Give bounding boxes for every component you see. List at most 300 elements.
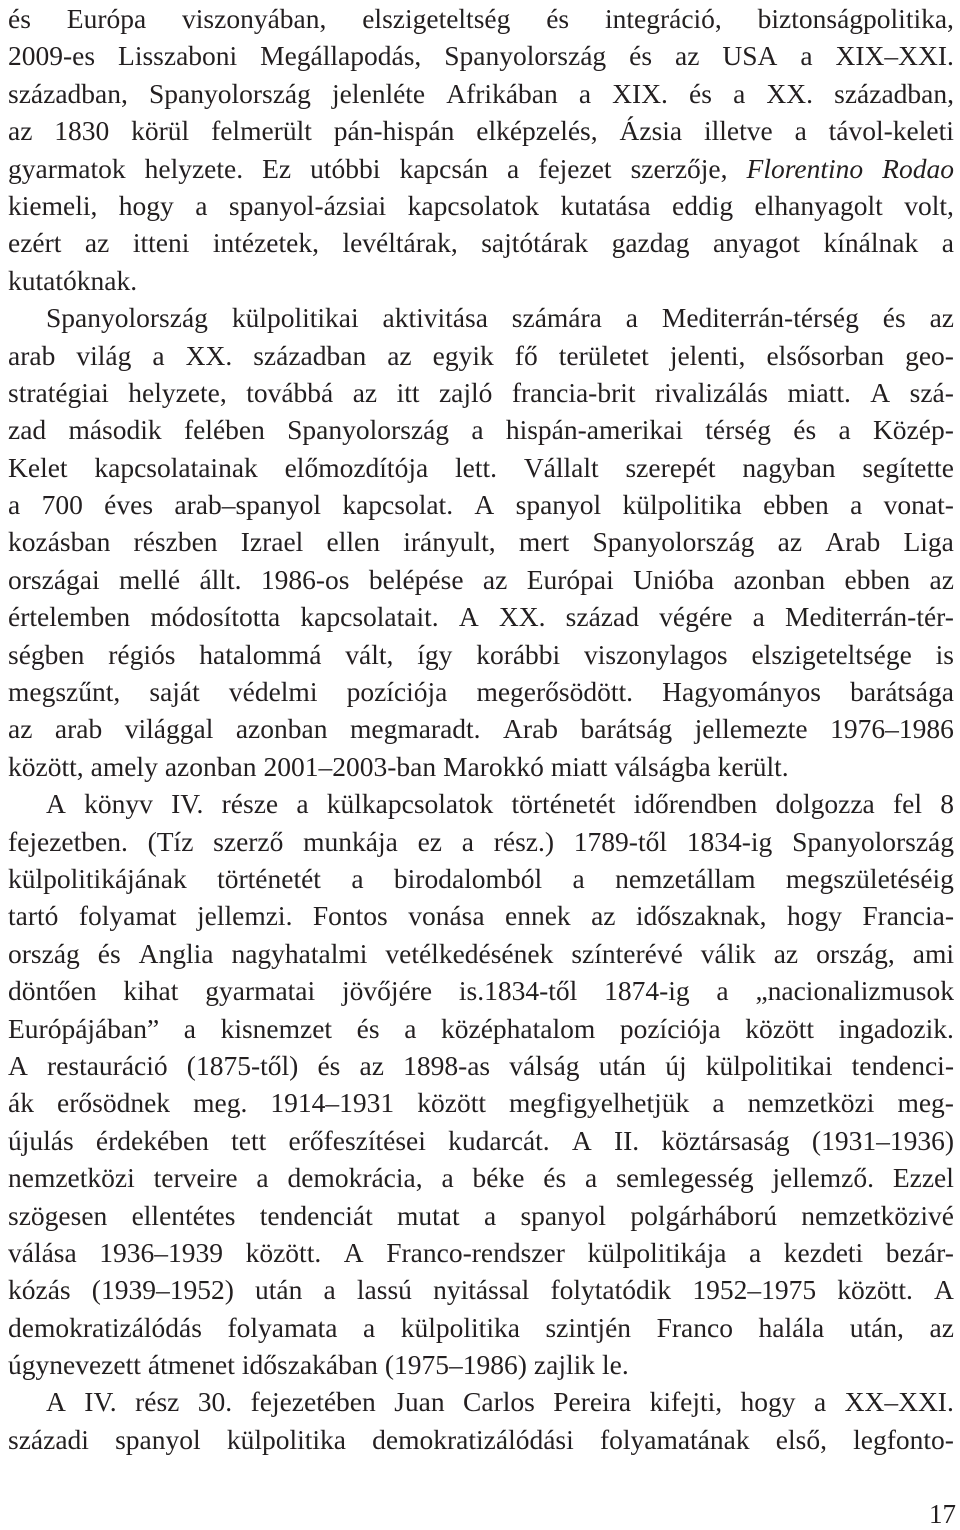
word: a <box>8 489 21 521</box>
word: köztársaság <box>661 1124 790 1156</box>
word: és <box>546 3 570 34</box>
word: Spanyolország <box>46 302 208 334</box>
word: a <box>351 862 364 894</box>
word: századi <box>8 1423 89 1455</box>
word: 30. <box>197 1386 233 1418</box>
word: az <box>359 1049 384 1081</box>
word: Florentino <box>746 152 864 184</box>
text-line <box>8 1047 954 1084</box>
word: pozíciója <box>619 1012 721 1044</box>
word: Európa <box>66 3 147 34</box>
word: jellemző. <box>772 1162 874 1194</box>
word: Juan <box>394 1386 445 1418</box>
word: külpolitika <box>226 1423 346 1455</box>
word: zad <box>8 414 47 446</box>
word: Izrael <box>240 526 304 558</box>
word: országai <box>8 563 100 595</box>
text-line <box>8 1122 954 1159</box>
word: arab <box>8 339 56 371</box>
text-line <box>8 150 954 187</box>
word: azonban <box>235 713 328 745</box>
word: külpolitikai <box>705 1049 833 1081</box>
word: érdekében <box>95 1124 209 1156</box>
word: térség <box>705 414 771 446</box>
word: anyagot <box>712 227 801 259</box>
word: Ázsia <box>619 115 683 147</box>
word: levéltárak, <box>342 227 458 259</box>
word: itt <box>396 376 420 408</box>
word: demokratizálódás <box>8 1311 202 1343</box>
word: Spanyolország <box>792 825 954 857</box>
word: válság <box>509 1049 580 1081</box>
word: a <box>578 77 592 109</box>
word: jelenléte <box>332 77 426 109</box>
word: 1952–1975 <box>692 1274 817 1306</box>
word: spanyol-ázsiai <box>228 189 387 221</box>
word: Francia- <box>862 900 954 932</box>
word: fő <box>514 339 538 371</box>
word: a <box>800 40 813 72</box>
word: barátság <box>580 713 673 745</box>
word: elszigeteltsége <box>751 638 912 670</box>
word: hogy <box>740 1386 796 1418</box>
text-line <box>8 411 954 448</box>
word: 1936–1939 <box>99 1236 224 1268</box>
word: vonása <box>408 900 485 932</box>
word: fejezetében <box>250 1386 376 1418</box>
word: Spanyolország <box>592 526 755 558</box>
word: bezár- <box>885 1236 954 1268</box>
word: 1830 <box>54 115 110 147</box>
word: külpolitikája <box>587 1236 727 1268</box>
word: ingadozik. <box>838 1012 954 1044</box>
word: 1986-os <box>260 563 350 595</box>
word: folyamat <box>78 900 177 932</box>
word: az <box>387 339 412 371</box>
word: ségben <box>8 638 85 670</box>
word: hogy <box>786 900 842 932</box>
text-line <box>8 935 954 972</box>
text-line <box>8 1159 954 1196</box>
text-line <box>8 112 954 149</box>
word: pán-hispán <box>333 115 455 147</box>
text-line <box>8 224 954 261</box>
text-line <box>8 1346 954 1383</box>
word: Anglia <box>138 937 214 969</box>
word: Európai <box>526 563 614 595</box>
word: Liga <box>903 526 954 558</box>
word: körül <box>131 115 190 147</box>
word: zajló <box>438 376 493 408</box>
word: megszületéséig <box>785 862 954 894</box>
word: kisnemzet <box>220 1012 333 1044</box>
word: a <box>712 1087 725 1119</box>
word: az <box>674 40 700 72</box>
word: meg. <box>193 1087 248 1119</box>
word: Carlos <box>463 1386 535 1418</box>
word: Megállapodás, <box>260 40 422 72</box>
word: integráció, <box>604 3 722 34</box>
word: Pereira <box>553 1386 632 1418</box>
word: XIX–XXI. <box>835 40 954 72</box>
word: kiemeli, <box>8 189 98 221</box>
word: zajlik <box>533 1349 595 1381</box>
word: Rodao <box>882 152 954 184</box>
word: válása <box>8 1236 77 1268</box>
word: század <box>565 601 639 633</box>
word: éves <box>104 489 154 521</box>
word: az <box>8 115 33 147</box>
word: mert <box>518 526 570 558</box>
word: középhatalom <box>441 1012 596 1044</box>
word: a <box>625 302 638 334</box>
word: rész.) <box>493 825 555 857</box>
word: Hagyományos <box>662 676 821 708</box>
text-line <box>8 785 954 822</box>
word: történetét <box>217 862 321 894</box>
word: folyamatának <box>599 1423 750 1455</box>
word: között. <box>245 1236 322 1268</box>
text-line <box>8 1234 954 1271</box>
word: XIX. <box>612 77 668 109</box>
word: világ <box>76 339 132 371</box>
word: a <box>483 1199 497 1231</box>
word: időszaknak, <box>635 900 767 932</box>
word: elképzelés, <box>476 115 598 147</box>
word: között <box>745 1012 814 1044</box>
text-line <box>8 860 954 897</box>
word: segítette <box>862 451 954 483</box>
word: 2009-es <box>8 40 96 72</box>
text-line <box>8 37 954 74</box>
word: IV. <box>84 1386 117 1418</box>
word: arab <box>54 713 103 745</box>
word: A <box>343 1236 364 1268</box>
word: értelemben <box>8 601 131 633</box>
word: arab–spanyol <box>174 489 321 521</box>
word: területet <box>558 339 649 371</box>
word: itteni <box>132 227 190 259</box>
word: az <box>591 900 616 932</box>
word: 1914–1931 <box>270 1087 395 1119</box>
word: a <box>733 77 746 109</box>
word: Európájában” <box>8 1012 160 1044</box>
word: A <box>934 1274 954 1306</box>
word: után <box>255 1274 303 1306</box>
word: távol-keleti <box>828 115 954 147</box>
word: USA <box>722 40 778 72</box>
word: került. <box>717 750 789 782</box>
word: az <box>352 376 378 408</box>
word: halála <box>758 1311 825 1343</box>
word: a <box>195 189 208 221</box>
word: 2001–2003-ban <box>263 750 437 782</box>
word: vetélkedésének <box>385 937 554 969</box>
word: kózás <box>8 1274 71 1306</box>
word: nyitással <box>433 1274 530 1306</box>
word: fejezetben. <box>8 825 128 857</box>
word: nemzetállam <box>615 862 756 894</box>
word: az <box>773 937 799 969</box>
word: a <box>441 1162 454 1194</box>
word: hatalommá <box>199 638 322 670</box>
word: így <box>417 638 453 670</box>
word: elhanyagolt <box>754 189 883 221</box>
word: században <box>253 339 367 371</box>
word: 1898-as <box>403 1049 491 1081</box>
word: (1975–1986) <box>384 1349 527 1381</box>
word: a <box>256 1162 269 1194</box>
word: században, <box>834 77 954 109</box>
text-line <box>8 187 954 224</box>
word: úgynevezett <box>8 1349 141 1381</box>
word: a <box>296 788 309 820</box>
text-line <box>8 262 954 299</box>
word: felében <box>183 414 265 446</box>
word: időrendben <box>633 788 758 820</box>
word: állt. <box>199 563 242 595</box>
word: A <box>571 1124 592 1156</box>
word: hispán-amerikai <box>505 414 683 446</box>
word: elszigeteltség <box>362 3 511 34</box>
word: a <box>585 1162 598 1194</box>
word: lett. <box>454 451 497 483</box>
word: az <box>929 302 954 334</box>
word: a <box>850 489 863 521</box>
word: fejezet <box>538 152 612 184</box>
word: században, <box>8 77 128 109</box>
text-line <box>8 486 954 523</box>
page-body-text <box>8 0 954 1458</box>
word: a <box>813 1386 827 1418</box>
word: helyzete, <box>128 376 227 408</box>
word: kutatása <box>560 189 651 221</box>
word: kozásban <box>8 526 111 558</box>
word: és <box>882 302 906 334</box>
word: fel <box>892 788 922 820</box>
word: a <box>507 152 520 184</box>
word: a <box>152 339 165 371</box>
word: válságba <box>614 750 711 782</box>
word: Ez <box>262 152 292 184</box>
word: spanyol <box>115 1423 201 1455</box>
word: tendenciát <box>259 1199 373 1231</box>
word: az <box>482 563 508 595</box>
word: belépése <box>368 563 464 595</box>
word: korábbi <box>476 638 561 670</box>
word: is <box>935 638 954 670</box>
text-line <box>8 1084 954 1121</box>
word: szögesen <box>8 1199 108 1231</box>
text-line <box>8 897 954 934</box>
word: ország, <box>816 937 895 969</box>
text-line <box>8 636 954 673</box>
word: előmozdítója <box>284 451 429 483</box>
word: illetve <box>703 115 773 147</box>
text-line <box>8 0 954 37</box>
word: a <box>716 975 729 1007</box>
word: XX. <box>766 77 814 109</box>
word: Mediterrán-térség <box>661 302 859 334</box>
word: elsősorban <box>766 339 885 371</box>
word: A <box>458 601 479 633</box>
word: eddig <box>671 189 734 221</box>
word: szá- <box>909 376 954 408</box>
word: és <box>793 414 817 446</box>
word: megszűnt, <box>8 676 121 708</box>
word: (1939–1952) <box>91 1274 234 1306</box>
word: vált, <box>345 638 394 670</box>
word: megfigyelhetjük <box>509 1087 690 1119</box>
word: Ezzel <box>892 1162 954 1194</box>
page-number: 17 <box>929 1499 956 1529</box>
text-line <box>8 1383 954 1420</box>
word: végére <box>659 601 733 633</box>
word: Mediterrán-tér- <box>785 601 954 633</box>
word: a <box>404 1012 417 1044</box>
word: 1976–1986 <box>830 713 954 745</box>
word: kudarcát. <box>448 1124 550 1156</box>
word: Lisszaboni <box>118 40 238 72</box>
word: geo- <box>905 339 954 371</box>
word: erőfeszítései <box>288 1124 426 1156</box>
word: IV. <box>171 788 204 820</box>
word: döntően <box>8 975 97 1007</box>
word: történetét <box>511 788 616 820</box>
word: a <box>752 601 765 633</box>
text-line <box>8 1309 954 1346</box>
text-line <box>8 1197 954 1234</box>
word: Franco <box>656 1311 733 1343</box>
word: A <box>474 489 495 521</box>
text-line <box>8 1421 954 1458</box>
word: továbbá <box>246 376 334 408</box>
word: folytatódik <box>550 1274 672 1306</box>
word: „nacionalizmusok <box>755 975 954 1007</box>
word: kapcsán <box>399 152 489 184</box>
word: irányult, <box>403 526 496 558</box>
word: Vállalt <box>523 451 599 483</box>
word: intézetek, <box>212 227 319 259</box>
word: felmerült <box>211 115 312 147</box>
word: után, <box>849 1311 904 1343</box>
word: helyzete. <box>144 152 244 184</box>
word: XX–XXI. <box>844 1386 954 1418</box>
word: erősödnek <box>57 1087 171 1119</box>
word: válik <box>700 937 756 969</box>
word: külpolitikájának <box>8 862 187 894</box>
word: nagyhatalmi <box>231 937 368 969</box>
word: (Tíz <box>147 825 194 857</box>
word: színterévé <box>571 937 683 969</box>
word: Franco-rendszer <box>386 1236 565 1268</box>
word: tett <box>231 1124 267 1156</box>
word: Spanyolország <box>444 40 607 72</box>
word: védelmi <box>228 676 318 708</box>
word: második <box>68 414 162 446</box>
word: stratégiai <box>8 376 109 408</box>
word: Arab <box>825 526 881 558</box>
word: ebben <box>763 489 829 521</box>
word: francia-brit <box>511 376 636 408</box>
word: gyarmatok <box>8 152 126 184</box>
text-line <box>8 449 954 486</box>
word: nemzetközi <box>747 1087 875 1119</box>
word: volt, <box>904 189 954 221</box>
word: ellen <box>326 526 380 558</box>
word: kutatóknak. <box>8 264 138 296</box>
word: kínálnak <box>823 227 919 259</box>
word: kifejti, <box>649 1386 723 1418</box>
word: a <box>572 862 585 894</box>
word: 8 <box>940 788 954 820</box>
word: munkája <box>303 825 398 857</box>
word: a <box>794 115 807 147</box>
word: szerepét <box>625 451 716 483</box>
word: (1931–1936) <box>811 1124 954 1156</box>
word: a <box>838 414 851 446</box>
text-line <box>8 374 954 411</box>
word: Afrikában <box>446 77 558 109</box>
word: demokratizálódási <box>372 1423 574 1455</box>
word: A <box>870 376 891 408</box>
word: biztonságpolitika, <box>757 3 954 34</box>
word: nemzetközi <box>8 1162 135 1194</box>
word: béke <box>472 1162 525 1194</box>
word: rész <box>135 1386 180 1418</box>
word: folyamata <box>227 1311 338 1343</box>
word: A <box>46 1386 66 1418</box>
word: a <box>461 825 474 857</box>
word: jelenti, <box>669 339 746 371</box>
word: megmaradt. <box>349 713 481 745</box>
word: XX. <box>498 601 546 633</box>
word: azonban <box>164 750 257 782</box>
text-line <box>8 972 954 1009</box>
word: saját <box>149 676 200 708</box>
word: barátsága <box>850 676 954 708</box>
word: első, <box>775 1423 827 1455</box>
word: aktivitása <box>382 302 488 334</box>
word: a <box>941 227 954 259</box>
word: Unióba <box>633 563 715 595</box>
word: számára <box>511 302 602 334</box>
word: XX. <box>185 339 233 371</box>
word: megerősödött. <box>476 676 634 708</box>
text-line <box>8 523 954 560</box>
word: legfonto- <box>853 1423 954 1455</box>
word: demokrácia, <box>287 1162 423 1194</box>
text-line <box>8 598 954 635</box>
word: gyarmatai <box>205 975 316 1007</box>
text-line <box>8 561 954 598</box>
word: restauráció <box>47 1049 168 1081</box>
word: régiós <box>108 638 176 670</box>
word: ellentétes <box>131 1199 236 1231</box>
word: hogy <box>118 189 174 221</box>
word: kezdeti <box>783 1236 864 1268</box>
word: dolgozza <box>775 788 875 820</box>
word: újulás <box>8 1124 74 1156</box>
word: rivalizálás <box>654 376 768 408</box>
text-line <box>8 299 954 336</box>
word: világgal <box>124 713 214 745</box>
text-line <box>8 748 954 785</box>
word: és <box>97 937 121 969</box>
word: A <box>46 788 66 820</box>
word: meg- <box>897 1087 954 1119</box>
word: módosította <box>150 601 281 633</box>
